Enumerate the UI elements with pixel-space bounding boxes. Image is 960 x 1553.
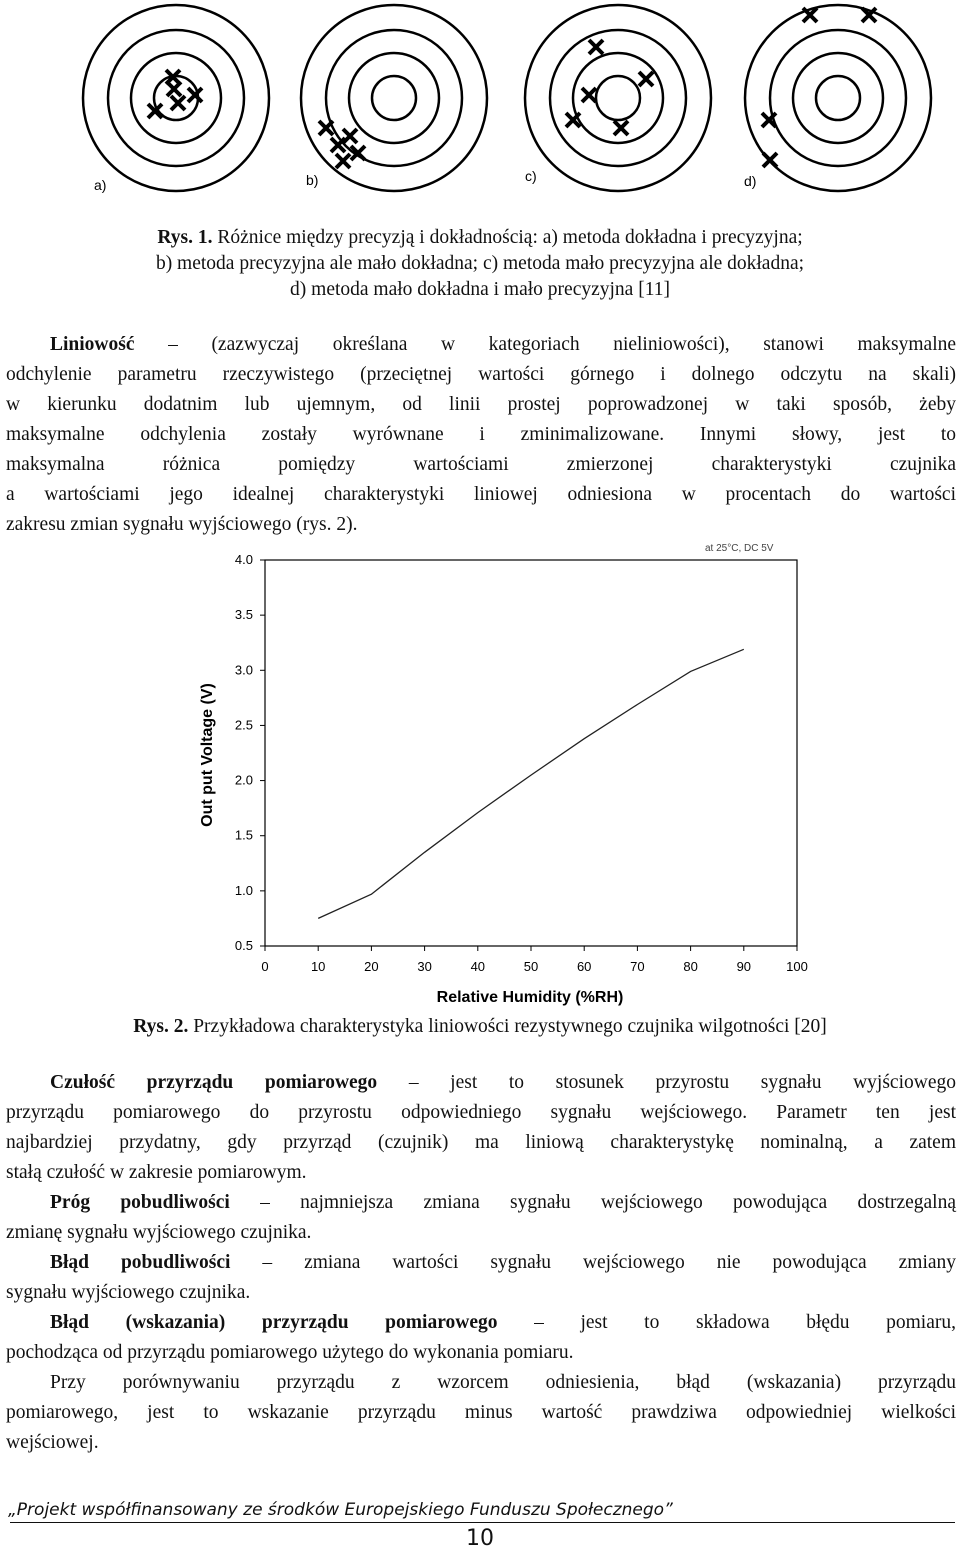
x-tick-label: 10 (310, 959, 326, 974)
panel-label-a: a) (94, 177, 107, 193)
y-tick-label: 4.0 (234, 552, 253, 567)
chart-corner-note: at 25°C, DC 5V (705, 543, 774, 554)
target-b (301, 5, 487, 191)
paragraph-line: zmianę sygnału wyjściowego czujnika. (6, 1222, 312, 1243)
x-tick-label: 100 (786, 959, 808, 974)
paragraph-line: pomiarowego, jest to wskazanie przyrządu minus wartość prawdziwa odpowiedniej wielkości (6, 1402, 956, 1423)
paragraph-line: wejściowej. (6, 1432, 99, 1453)
paragraph-line: Przy porównywaniu przyrządu z wzorcem odniesienia, błąd (wskazania) przyrządu (50, 1372, 956, 1393)
x-tick-label: 80 (683, 959, 698, 974)
x-tick-label: 30 (417, 959, 432, 974)
figure-2-caption (0, 1014, 960, 1040)
paragraph-line: – jest to składowa błędu pomiaru, (534, 1312, 957, 1333)
plot-frame (265, 560, 797, 946)
page-number: 10 (466, 1526, 494, 1551)
paragraph-line: sygnału wyjściowego czujnika. (6, 1282, 251, 1303)
figure-2-caption-text: Przykładowa charakterystyka liniowości rezystywnego czujnika wilgotności [20] (193, 1016, 827, 1037)
x-tick-label: 0 (261, 959, 269, 974)
x-tick-label: 90 (736, 959, 752, 974)
x-tick-label: 50 (523, 959, 539, 974)
y-axis-label: Out put Voltage (V) (199, 683, 216, 827)
figure-1-label: Rys. 1. (157, 227, 213, 248)
definitions (6, 1068, 956, 1458)
plot-area (235, 552, 808, 974)
x-tick-label: 40 (470, 959, 486, 974)
figure-2-label: Rys. 2. (133, 1016, 189, 1037)
paragraph-line: zakresu zmian sygnału wyjściowego (rys. 2). (6, 514, 358, 535)
y-tick-label: 1.0 (234, 882, 253, 898)
paragraph-line: stałą czułość w zakresie pomiarowym. (6, 1162, 307, 1183)
paragraph-line: pochodząca od przyrządu pomiarowego użytego do wykonania pomiaru. (6, 1342, 574, 1363)
footer-divider (10, 1522, 955, 1523)
y-tick-label: 3.5 (234, 607, 253, 623)
paragraph-line: przyrządu pomiarowego do przyrostu odpowiedniego sygnału wejściowego. Parametr ten jest (6, 1102, 956, 1123)
x-axis-label: Relative Humidity (%RH) (436, 989, 624, 1006)
target-c (525, 5, 711, 191)
x-tick-label: 20 (364, 959, 379, 974)
paragraph-line: maksymalna różnica pomiędzy wartościami zmierzonej charakterystyki czujnika (6, 454, 956, 475)
series-line (318, 649, 744, 918)
linearity-term: Liniowość (50, 334, 135, 355)
definition-term: Błąd (wskazania) przyrządu pomiarowego (50, 1312, 498, 1333)
definition-instrument-error (6, 1308, 956, 1368)
y-tick-label: 2.0 (234, 772, 253, 788)
y-tick-label: 2.5 (234, 717, 253, 733)
definition-sensitivity (6, 1068, 956, 1188)
paragraph-line: w kierunku dodatnim lub ujemnym, od linii prostej poprowadzonej w taki sposób, żeby (6, 394, 956, 415)
target-d (744, 5, 931, 191)
panel-label-c: c) (525, 168, 537, 184)
definition-term: Czułość przyrządu pomiarowego (50, 1072, 378, 1093)
x-tick-label: 70 (630, 959, 645, 974)
y-tick-label: 0.5 (234, 938, 253, 953)
comparison-paragraph (6, 1368, 956, 1458)
paragraph-line: – najmniejsza zmiana sygnału wejściowego powodująca dostrzegalną (260, 1192, 957, 1213)
figure-1-caption-line: d) metoda mało dokładna i mało precyzyjna [11] (290, 279, 670, 300)
y-tick-label: 1.5 (234, 827, 253, 843)
linearity-chart (185, 540, 825, 1015)
precision-accuracy-targets (0, 0, 960, 200)
definition-threshold-error (6, 1248, 956, 1308)
figure-1-caption-line: b) metoda precyzyjna ale mało dokładna; c) metoda mało precyzyjna ale dokładna; (155, 253, 805, 274)
paragraph-line: maksymalne odchylenia zostały wyrównane i zminimalizowane. Innymi słowy, jest to (6, 424, 956, 445)
footer-text: „Projekt współfinansowany ze środków Europejskiego Funduszu Społecznego” (8, 1500, 673, 1520)
figure-1-caption-line: Różnice między precyzją i dokładnością: a) metoda dokładna i precyzyjna; (217, 227, 803, 248)
panel-label-d: d) (744, 173, 757, 189)
paragraph-line: – zmiana wartości sygnału wejściowego nie powodująca zmiany (262, 1252, 957, 1273)
y-tick-label: 3.0 (234, 662, 253, 678)
target-a (83, 5, 269, 193)
definition-term: Próg pobudliwości (50, 1192, 230, 1213)
linearity-paragraph (6, 330, 956, 540)
paragraph-line: – (zazwyczaj określana w kategoriach nieliniowości), stanowi maksymalne (168, 334, 957, 355)
definition-term: Błąd pobudliwości (50, 1252, 231, 1273)
paragraph-line: a wartościami jego idealnej charakterystyki liniowej odniesiona w procentach do wartości (6, 484, 956, 505)
paragraph-line: najbardziej przydatny, gdy przyrząd (czujnik) ma liniową charakterystykę nominalną, a zatem (6, 1132, 956, 1153)
paragraph-line: odchylenie parametru rzeczywistego (przeciętnej wartości górnego i dolnego odczytu na skali) (6, 364, 956, 385)
panel-label-b: b) (306, 172, 319, 188)
paragraph-line: – jest to stosunek przyrostu sygnału wyjściowego (408, 1072, 956, 1093)
definition-threshold (6, 1188, 956, 1248)
x-tick-label: 60 (576, 959, 592, 974)
figure-1-caption (0, 225, 960, 303)
